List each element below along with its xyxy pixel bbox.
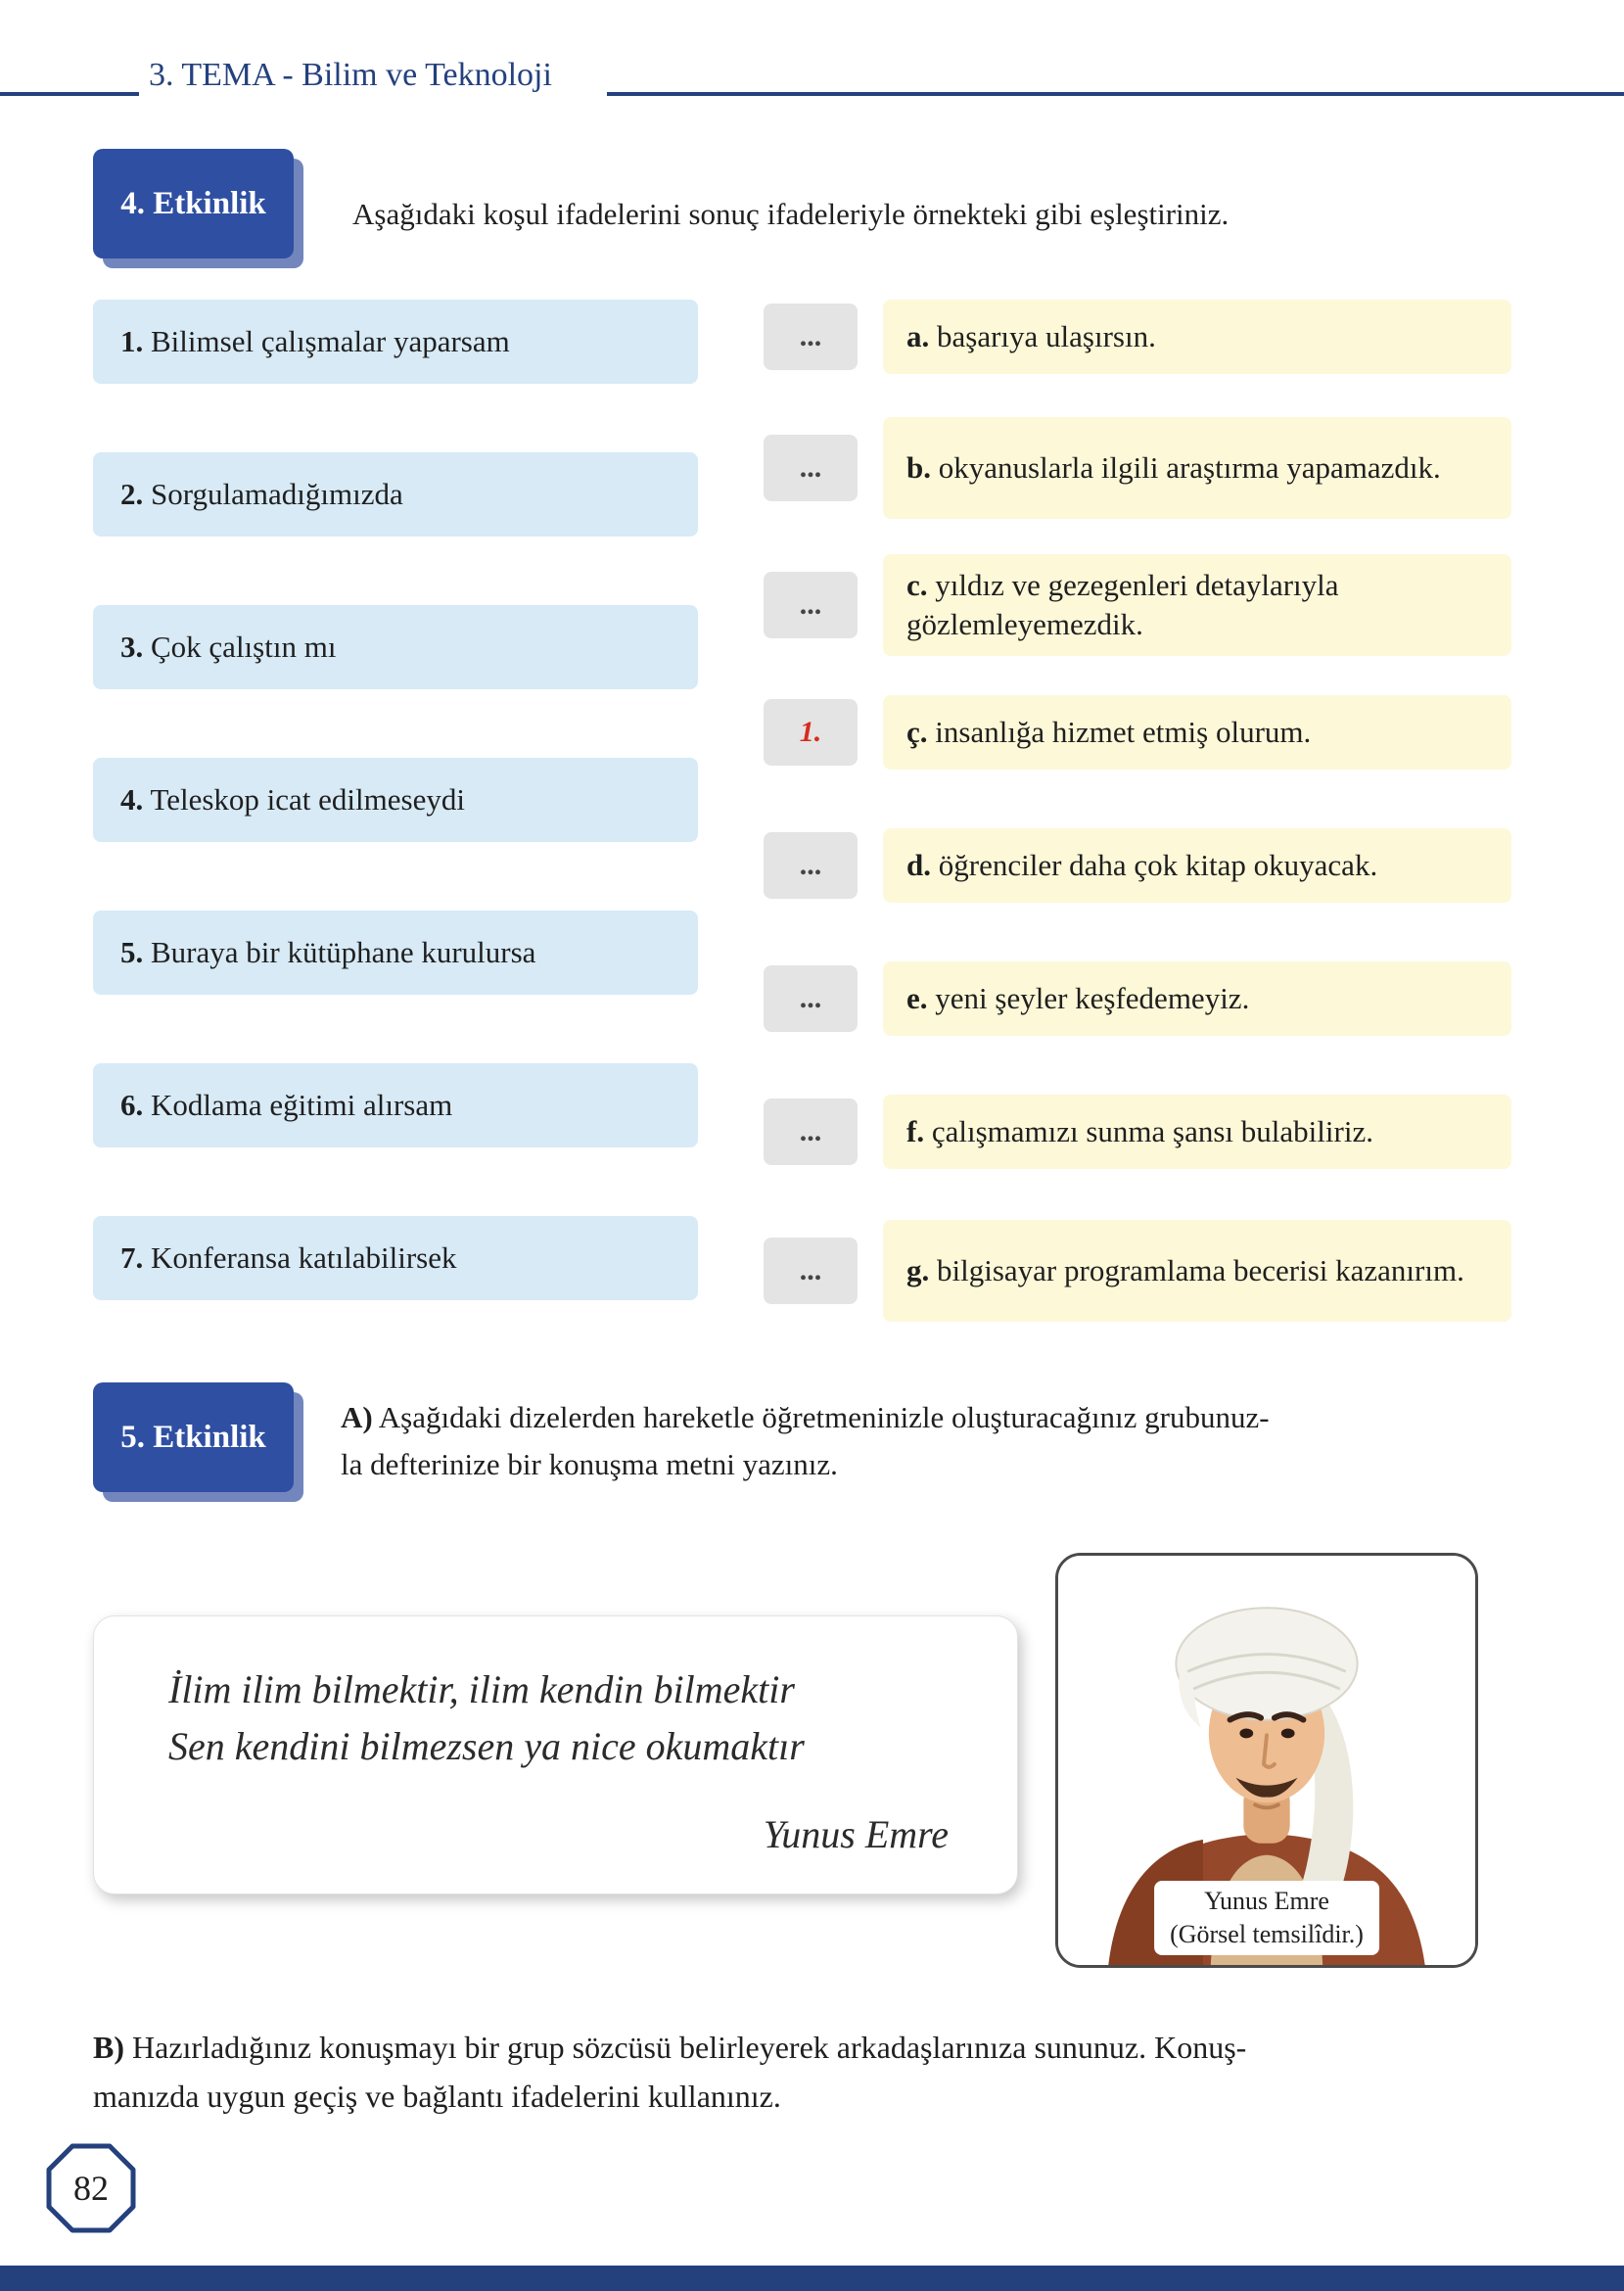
result-label: insanlığa hizmet etmiş olurum.	[935, 715, 1312, 749]
answer-slot-a[interactable]	[764, 304, 858, 370]
match-row-d	[764, 828, 1511, 903]
result-letter: f.	[906, 1114, 925, 1148]
condition-item-5	[93, 911, 698, 995]
condition-item-2	[93, 452, 698, 537]
match-row-f	[764, 1095, 1511, 1169]
header-rule-left	[0, 92, 139, 96]
portrait-caption-name: Yunus Emre	[1204, 1887, 1329, 1915]
instruction-b-text1: Hazırladığınız konuşmayı bir grup sözcüsü belirleyerek arkadaşlarınıza sununuz. Konuş-	[132, 2030, 1247, 2065]
condition-label: Kodlama eğitimi alırsam	[151, 1088, 453, 1122]
instruction-b-line1	[93, 2023, 1542, 2072]
result-letter: b.	[906, 450, 931, 485]
result-letter: a.	[906, 319, 930, 353]
condition-label: Teleskop icat edilmeseydi	[150, 782, 465, 817]
condition-item-3	[93, 605, 698, 689]
page-number: 82	[73, 2169, 109, 2208]
answer-slot-e[interactable]	[764, 965, 858, 1032]
condition-label: Sorgulamadığımızda	[151, 477, 403, 511]
condition-num: 3.	[120, 630, 144, 664]
condition-item-6	[93, 1063, 698, 1147]
answer-slot-c[interactable]	[764, 572, 858, 638]
result-label: yıldız ve gezegenleri detaylarıyla gözlemleyemezdik.	[906, 568, 1339, 641]
result-letter: c.	[906, 568, 928, 602]
condition-item-1	[93, 300, 698, 384]
instruction-b-text2: manızda uygun geçiş ve bağlantı ifadelerini kullanınız.	[93, 2079, 781, 2114]
match-row-a	[764, 300, 1511, 374]
instruction-a-text1: Aşağıdaki dizelerden hareketle öğretmeninizle oluşturacağınız grubunuz-	[378, 1400, 1270, 1434]
result-label: başarıya ulaşırsın.	[937, 319, 1156, 353]
match-row-e	[764, 961, 1511, 1036]
condition-label: Buraya bir kütüphane kurulursa	[151, 935, 536, 969]
condition-num: 1.	[120, 324, 144, 358]
condition-label: Çok çalıştın mı	[151, 630, 337, 664]
result-label: öğrenciler daha çok kitap okuyacak.	[938, 848, 1378, 882]
result-text	[906, 448, 1441, 488]
header-rule-right	[607, 92, 1624, 96]
match-row-cc	[764, 695, 1511, 770]
result-letter: ç.	[906, 715, 928, 749]
page-title: 3. TEMA - Bilim ve Teknoloji	[149, 57, 552, 93]
portrait-card	[1055, 1553, 1478, 1968]
result-letter: d.	[906, 848, 931, 882]
result-label: bilgisayar programlama becerisi kazanırım.	[937, 1253, 1464, 1287]
result-text	[906, 979, 1249, 1018]
activity4-badge: 4. Etkinlik	[93, 149, 294, 258]
condition-num: 2.	[120, 477, 144, 511]
instruction-a-line1	[341, 1394, 1515, 1441]
result-box-c	[883, 554, 1511, 656]
poem-author: Yunus Emre	[763, 1812, 949, 1856]
answer-value: ...	[799, 451, 822, 484]
result-text	[906, 846, 1377, 885]
result-box-b	[883, 417, 1511, 519]
activity5-instruction-a	[341, 1394, 1515, 1488]
result-label: çalışmamızı sunma şansı bulabiliriz.	[931, 1114, 1373, 1148]
result-box-cc	[883, 695, 1511, 770]
poem-line2: Sen kendini bilmezsen ya nice okumaktır	[168, 1724, 805, 1768]
condition-text	[120, 935, 535, 970]
activity5-badge: 5. Etkinlik	[93, 1382, 294, 1492]
answer-value: ...	[799, 849, 822, 881]
answer-value: ...	[799, 982, 822, 1014]
condition-num: 5.	[120, 935, 144, 969]
activity5-instruction-b	[93, 2023, 1542, 2121]
answer-slot-cc[interactable]	[764, 699, 858, 766]
poem-line1: İlim ilim bilmektir, ilim kendin bilmektir	[168, 1667, 795, 1711]
answer-value-filled: 1.	[799, 716, 822, 748]
portrait-caption-note: (Görsel temsilîdir.)	[1170, 1920, 1364, 1948]
result-box-d	[883, 828, 1511, 903]
result-text	[906, 317, 1156, 356]
result-box-a	[883, 300, 1511, 374]
instruction-a-text2: la defterinize bir konuşma metni yazınız.	[341, 1447, 838, 1481]
portrait-caption	[1154, 1881, 1379, 1955]
condition-text	[120, 1088, 452, 1123]
condition-label: Konferansa katılabilirsek	[151, 1240, 457, 1275]
condition-num: 6.	[120, 1088, 144, 1122]
match-row-b	[764, 417, 1511, 519]
result-label: yeni şeyler keşfedemeyiz.	[935, 981, 1250, 1015]
result-letter: g.	[906, 1253, 930, 1287]
page-number-badge	[45, 2142, 137, 2234]
result-box-g	[883, 1220, 1511, 1322]
result-text	[906, 1251, 1464, 1290]
condition-label: Bilimsel çalışmalar yaparsam	[151, 324, 510, 358]
condition-text	[120, 477, 403, 512]
answer-slot-g[interactable]	[764, 1238, 858, 1304]
condition-text	[120, 324, 510, 359]
footer-bar	[0, 2266, 1624, 2291]
condition-item-7	[93, 1216, 698, 1300]
condition-num: 7.	[120, 1240, 144, 1275]
instruction-b-label: B)	[93, 2030, 124, 2065]
result-label: okyanuslarla ilgili araştırma yapamazdık.	[938, 450, 1441, 485]
answer-value: ...	[799, 1115, 822, 1147]
activity4-instruction: Aşağıdaki koşul ifadelerini sonuç ifadeleriyle örnekteki gibi eşleştiriniz.	[352, 197, 1230, 231]
answer-value: ...	[799, 1254, 822, 1286]
result-text	[906, 713, 1311, 752]
instruction-a-label: A)	[341, 1400, 373, 1434]
answer-slot-d[interactable]	[764, 832, 858, 899]
result-box-f	[883, 1095, 1511, 1169]
condition-text	[120, 782, 465, 818]
condition-text	[120, 1240, 456, 1276]
result-letter: e.	[906, 981, 928, 1015]
answer-slot-f[interactable]	[764, 1099, 858, 1165]
condition-item-4	[93, 758, 698, 842]
condition-text	[120, 630, 336, 665]
answer-slot-b[interactable]	[764, 435, 858, 501]
match-row-g	[764, 1220, 1511, 1322]
condition-num: 4.	[120, 782, 144, 817]
answer-value: ...	[799, 588, 822, 621]
match-row-c	[764, 554, 1511, 656]
result-text	[906, 566, 1488, 644]
poem-card	[93, 1615, 1018, 1894]
result-box-e	[883, 961, 1511, 1036]
result-text	[906, 1112, 1373, 1151]
answer-value: ...	[799, 320, 822, 352]
